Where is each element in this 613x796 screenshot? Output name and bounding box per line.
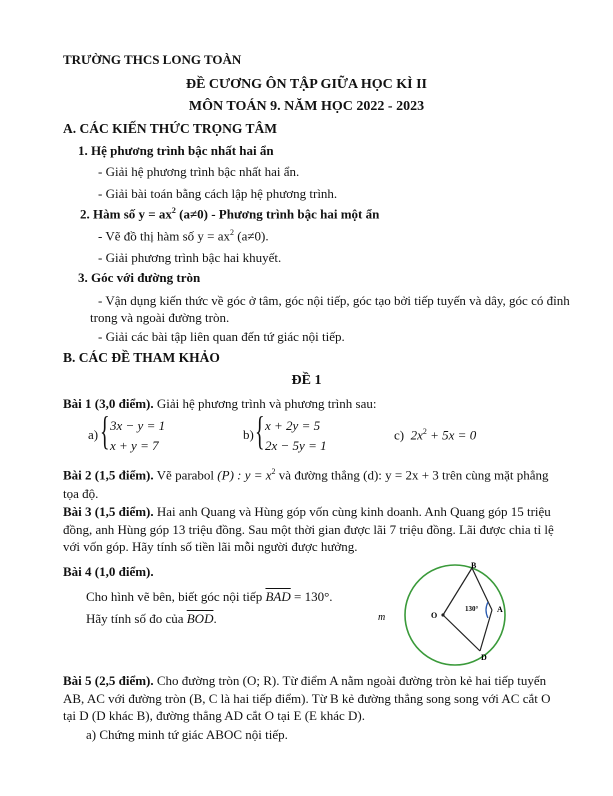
topic3-item-2: - Giải các bài tập liên quan đến tứ giác nội tiếp.	[98, 329, 345, 344]
title-line-2: MÔN TOÁN 9. NĂM HỌC 2022 - 2023	[188, 99, 425, 114]
topic3-title: 3. Góc với đường tròn	[78, 270, 201, 285]
bai1-b-system: { x + 2y = 5 2x − 5y = 1	[255, 408, 327, 453]
brace-icon: {	[100, 408, 110, 453]
label-d: D	[481, 653, 487, 662]
bai3-text: Bài 3 (1,5 điểm). Hai anh Quang và Hùng góp vốn cùng kinh doanh. Anh Quang góp 15 triệu đồng, anh Hùng góp 13 triệu đồng. Sau một thời gian được lãi 7 triệu đồng. Lãi được chia tỉ lệ với vốn góp. Hãy tính số tiền lãi mỗi người được hưởng.	[63, 504, 554, 554]
point-o	[441, 613, 444, 616]
bai5-text: Bài 5 (2,5 điểm). Cho đường tròn (O; R). Từ điểm A nằm ngoài đường tròn kẻ hai tiếp tuyến AB, AC với đường tròn (B, C là hai tiếp điểm). Từ B kẻ đường thẳng song song với AC cắt O tại D (D khác B), đường thẳng AD cắt O tại E (E khác D).	[63, 673, 551, 723]
bai5-part-a: a) Chứng minh tứ giác ABOC nội tiếp.	[86, 727, 288, 742]
segment-od	[443, 615, 480, 651]
bai4-label: Bài 4 (1,0 điểm).	[63, 564, 154, 579]
topic2-item-2: - Giải phương trình bậc hai khuyết.	[98, 250, 282, 265]
bai1-a-label: a)	[88, 427, 99, 442]
bai4-circle-figure	[370, 558, 520, 673]
topic1-title: 1. Hệ phương trình bậc nhất hai ẩn	[78, 143, 274, 158]
section-a-heading: A. CÁC KIẾN THỨC TRỌNG TÂM	[63, 121, 278, 136]
bai1-b-label: b)	[243, 427, 254, 442]
bai4-line-2: Hãy tính số đo của $\overline{BOD}$.	[86, 611, 217, 626]
title-line-1: ĐỀ CƯƠNG ÔN TẬP GIỮA HỌC KÌ II	[185, 77, 427, 92]
label-a: A	[497, 605, 503, 614]
bai1-a-system: { 3x − y = 1 x + y = 7	[100, 408, 166, 453]
topic3-item-1: - Vận dụng kiến thức về góc ở tâm, góc nội tiếp, góc tạo bởi tiếp tuyến và dây, góc có đỉnh trong và ngoài đường tròn.	[90, 293, 570, 325]
bai1-prompt: Bài 1 (3,0 điểm). Giải hệ phương trình và phương trình sau:	[63, 396, 377, 411]
bai2-text: Bài 2 (1,5 điểm). Vẽ parabol (P) : $y = x^2$ và đường thẳng (d): y = 2x + 3 trên cùng mặt phẳng tọa độ.	[63, 467, 549, 502]
angle-arc	[486, 602, 488, 618]
bai4-line-1: Cho hình vẽ bên, biết góc nội tiếp $\overline{BAD} = 130^\circ$.	[86, 589, 333, 604]
section-b-heading: B. CÁC ĐỀ THAM KHẢO	[63, 350, 220, 365]
label-o: O	[431, 611, 438, 620]
topic1-item-2: - Giải bài toán bằng cách lập hệ phương trình.	[98, 186, 338, 201]
label-b: B	[471, 561, 477, 570]
label-m: m	[378, 612, 386, 623]
angle-label: 130°	[465, 605, 479, 613]
segment-ad	[480, 610, 492, 651]
brace-icon: {	[255, 408, 265, 453]
segment-ba	[472, 568, 492, 610]
bai1-c: c) $2x^2 + 5x = 0$	[394, 427, 477, 443]
exam-title: ĐỀ 1	[291, 373, 322, 388]
topic2-item-1: - Vẽ đồ thị hàm số $y = ax^2$ (a≠0).	[98, 228, 269, 244]
topic1-item-1: - Giải hệ phương trình bậc nhất hai ẩn.	[98, 164, 300, 179]
topic2-title: 2. Hàm số $y = ax^2$ (a≠0) - Phương trình bậc hai một ẩn	[80, 206, 380, 222]
school-name: TRƯỜNG THCS LONG TOÀN	[63, 52, 242, 67]
